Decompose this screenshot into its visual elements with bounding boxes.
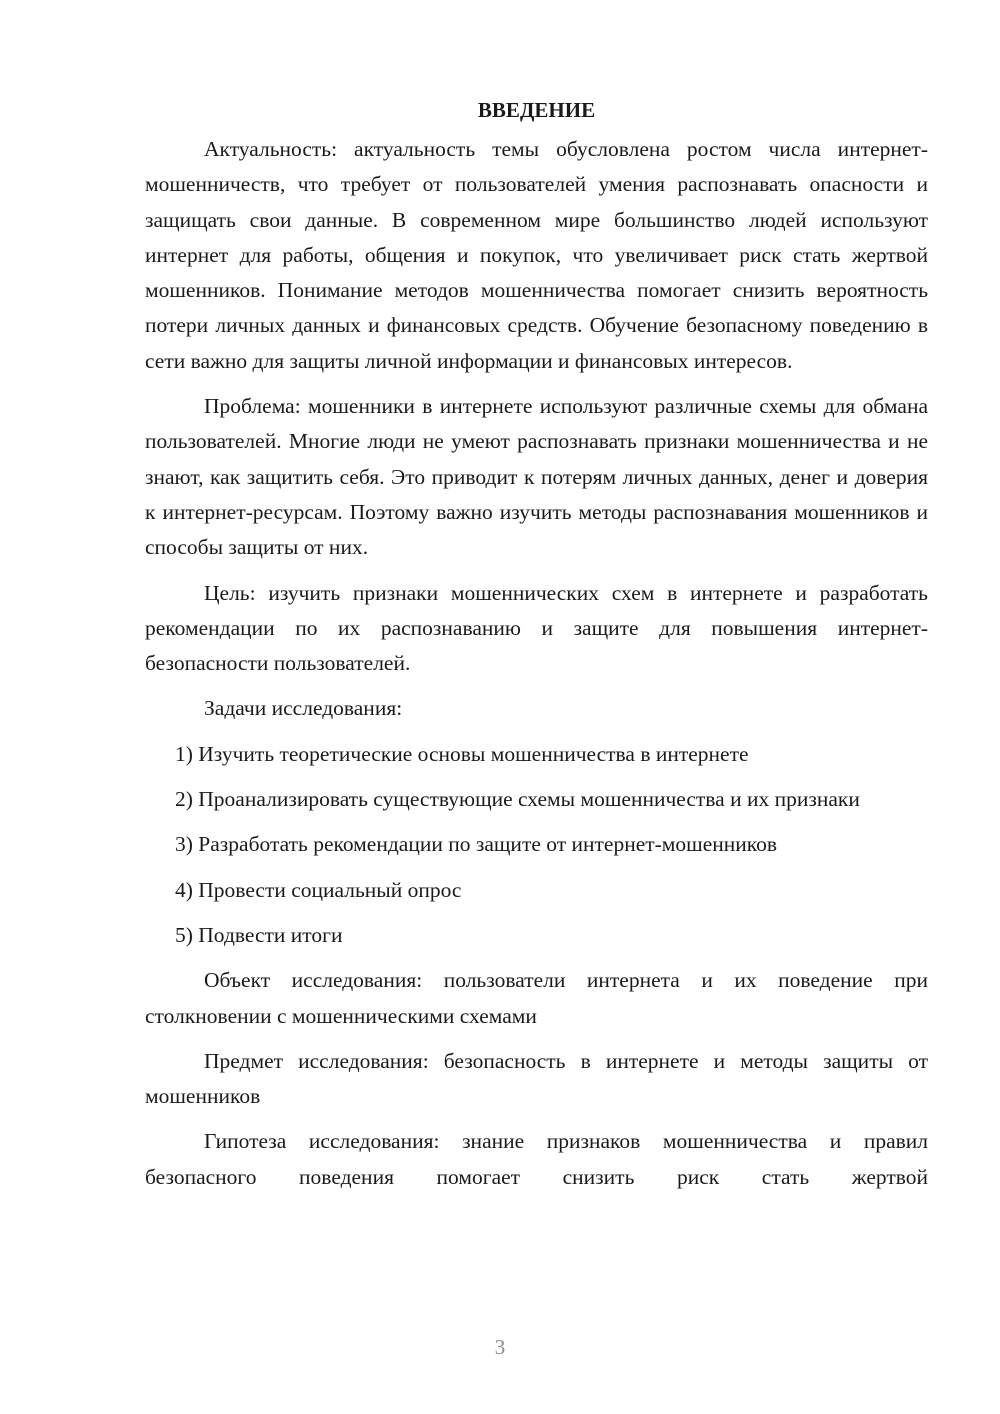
- list-item: 5) Подвести итоги: [175, 922, 343, 947]
- goal-paragraph: Цель: изучить признаки мошеннических схем в интернете и разработать рекомендации по их распознаванию и защите для повышения интернет-безопасности пользователей.: [145, 580, 928, 676]
- object-paragraph: Объект исследования: пользователи интернета и их поведение при столкновении с мошенническими схемами: [145, 968, 928, 1028]
- problem-paragraph: Проблема: мошенники в интернете используют различные схемы для обмана пользователей. Многие люди не умеют распознавать признаки мошенничества и не знают, как защитить себя. Это приводит к потерям личных данных, денег и доверия к интернет-ресурсам. Поэтому важно изучить методы распознавания мошенников и способы защиты от них.: [145, 394, 928, 560]
- tasks-heading: Задачи исследования:: [204, 696, 403, 721]
- page-number: 3: [494, 1335, 506, 1359]
- relevance-paragraph: Актуальность: актуальность темы обусловлена ростом числа интернет-мошенничеств, что требует от пользователей умения распознавать опасности и защищать свои данные. В современном мире большинство людей используют интернет для работы, общения и покупок, что увеличивает риск стать жертвой мошенников. Понимание методов мошенничества помогает снизить вероятность потери личных данных и финансовых средств. Обучение безопасному поведению в сети важно для защиты личной информации и финансовых интересов.: [145, 137, 928, 373]
- tasks-list: [145, 737, 928, 953]
- list-item: 3) Разработать рекомендации по защите от интернет-мошенников: [175, 832, 778, 857]
- subject-paragraph: Предмет исследования: безопасность в интернете и методы защиты от мошенников: [145, 1048, 928, 1109]
- list-item: 2) Проанализировать существующие схемы мошенничества и их признаки: [175, 787, 860, 812]
- list-item: 1) Изучить теоретические основы мошенничества в интернете: [175, 741, 749, 766]
- hypothesis-paragraph: Гипотеза исследования: знание признаков мошенничества и правил безопасного поведения помогает снизить риск стать жертвой: [145, 1129, 928, 1189]
- page-title: ВВЕДЕНИЕ: [477, 98, 596, 122]
- list-item: 4) Провести социальный опрос: [175, 877, 462, 902]
- page-content: [145, 92, 928, 1195]
